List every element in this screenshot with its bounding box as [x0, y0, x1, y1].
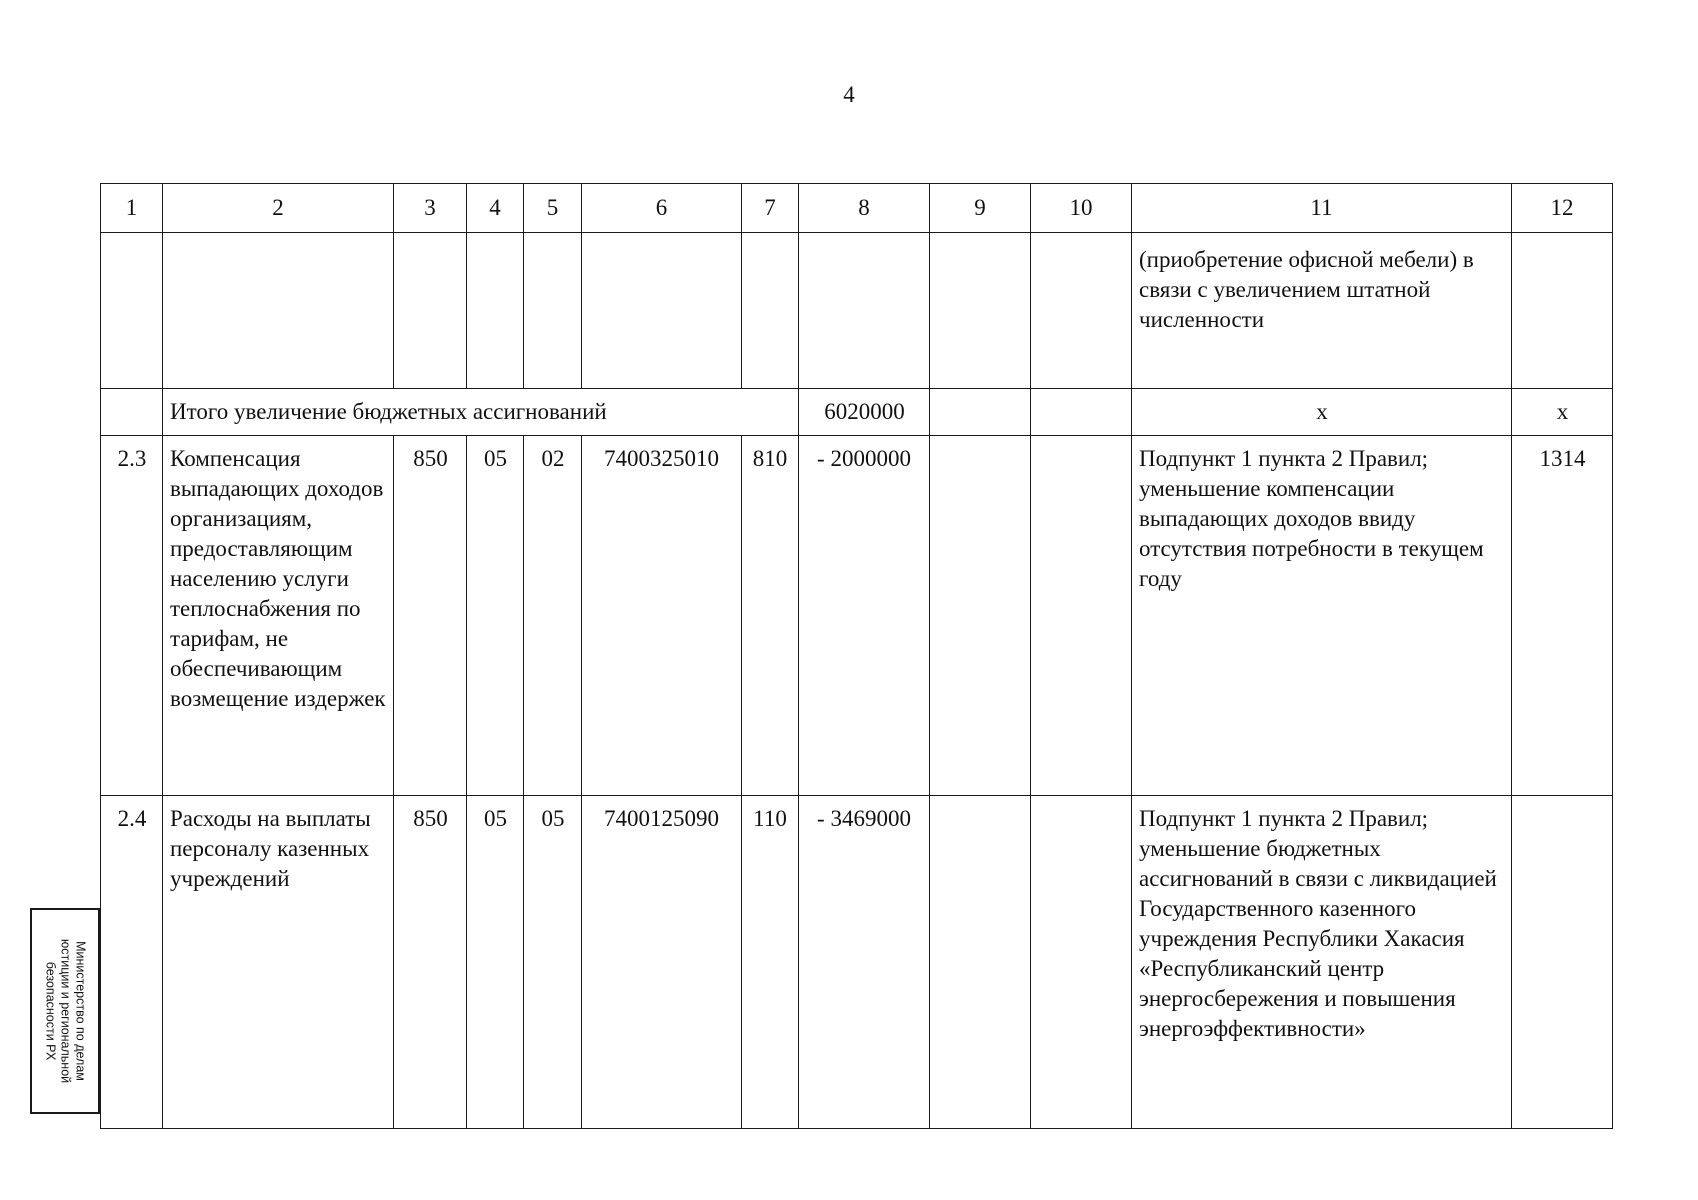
justification-cell: Подпункт 1 пункта 2 Правил; уменьшение бюджетных ассигнований в связи с ликвидацией Государственного казенного учреждения Республики Хакасия «Республиканский центр энергосбережения и повышения энергоэффективности» [1132, 796, 1512, 1129]
table-row-continuation [101, 233, 1613, 389]
total-col12: х [1512, 389, 1613, 436]
code-cell: 1314 [1512, 436, 1613, 796]
code-cell: 850 [394, 436, 467, 796]
table-header-row [101, 184, 1613, 233]
code-cell: 02 [524, 436, 582, 796]
header-cell: 8 [799, 184, 930, 233]
empty-cell [930, 389, 1031, 436]
header-cell: 10 [1031, 184, 1132, 233]
empty-cell [163, 233, 394, 389]
empty-cell [394, 233, 467, 389]
empty-cell [582, 233, 742, 389]
row-number: 2.4 [101, 796, 163, 1129]
empty-cell [1031, 389, 1132, 436]
empty-cell [799, 233, 930, 389]
row-number: 2.3 [101, 436, 163, 796]
budget-table [100, 183, 1613, 1129]
empty-cell [930, 796, 1031, 1129]
code-cell: 110 [742, 796, 799, 1129]
empty-cell [1031, 796, 1132, 1129]
empty-cell [101, 233, 163, 389]
code-cell: 810 [742, 436, 799, 796]
expense-name: Компенсация выпадающих доходов организациям, предоставляющим населению услуги теплоснабжения по тарифам, не обеспечивающим возмещение издержек [163, 436, 394, 796]
header-cell: 4 [467, 184, 524, 233]
empty-cell [467, 233, 524, 389]
total-label: Итого увеличение бюджетных ассигнований [163, 389, 799, 436]
amount-cell: - 2000000 [799, 436, 930, 796]
header-cell: 1 [101, 184, 163, 233]
code-cell: 05 [467, 796, 524, 1129]
stamp-line: Министерство по делам [73, 941, 88, 1081]
justification-cell: Подпункт 1 пункта 2 Правил; уменьшение компенсации выпадающих доходов ввиду отсутствия потребности в текущем году [1132, 436, 1512, 796]
header-cell: 6 [582, 184, 742, 233]
header-cell: 12 [1512, 184, 1613, 233]
table-row [101, 796, 1613, 1129]
total-amount: 6020000 [799, 389, 930, 436]
table-row [101, 436, 1613, 796]
amount-cell: - 3469000 [799, 796, 930, 1129]
code-cell: 850 [394, 796, 467, 1129]
header-cell: 11 [1132, 184, 1512, 233]
empty-cell [524, 233, 582, 389]
code-cell: 7400325010 [582, 436, 742, 796]
empty-cell [930, 233, 1031, 389]
empty-cell [742, 233, 799, 389]
expense-name: Расходы на выплаты персоналу казенных учреждений [163, 796, 394, 1129]
header-cell: 3 [394, 184, 467, 233]
code-cell: 05 [467, 436, 524, 796]
page-number: 4 [843, 82, 855, 107]
empty-cell [1031, 436, 1132, 796]
stamp-text [43, 913, 88, 1109]
code-cell [1512, 796, 1613, 1129]
empty-cell [1031, 233, 1132, 389]
code-cell: 05 [524, 796, 582, 1129]
empty-cell [1512, 233, 1613, 389]
stamp-line: юстиции и региональной [58, 938, 73, 1084]
table-row-total [101, 389, 1613, 436]
total-col11: х [1132, 389, 1512, 436]
header-cell: 2 [163, 184, 394, 233]
header-cell: 5 [524, 184, 582, 233]
justification-cell: (приобретение офисной мебели) в связи с увеличением штатной численности [1132, 233, 1512, 389]
stamp-line: безопасности РХ [43, 961, 58, 1061]
header-cell: 9 [930, 184, 1031, 233]
empty-cell [101, 389, 163, 436]
header-cell: 7 [742, 184, 799, 233]
empty-cell [930, 436, 1031, 796]
ministry-stamp [30, 908, 100, 1114]
code-cell: 7400125090 [582, 796, 742, 1129]
